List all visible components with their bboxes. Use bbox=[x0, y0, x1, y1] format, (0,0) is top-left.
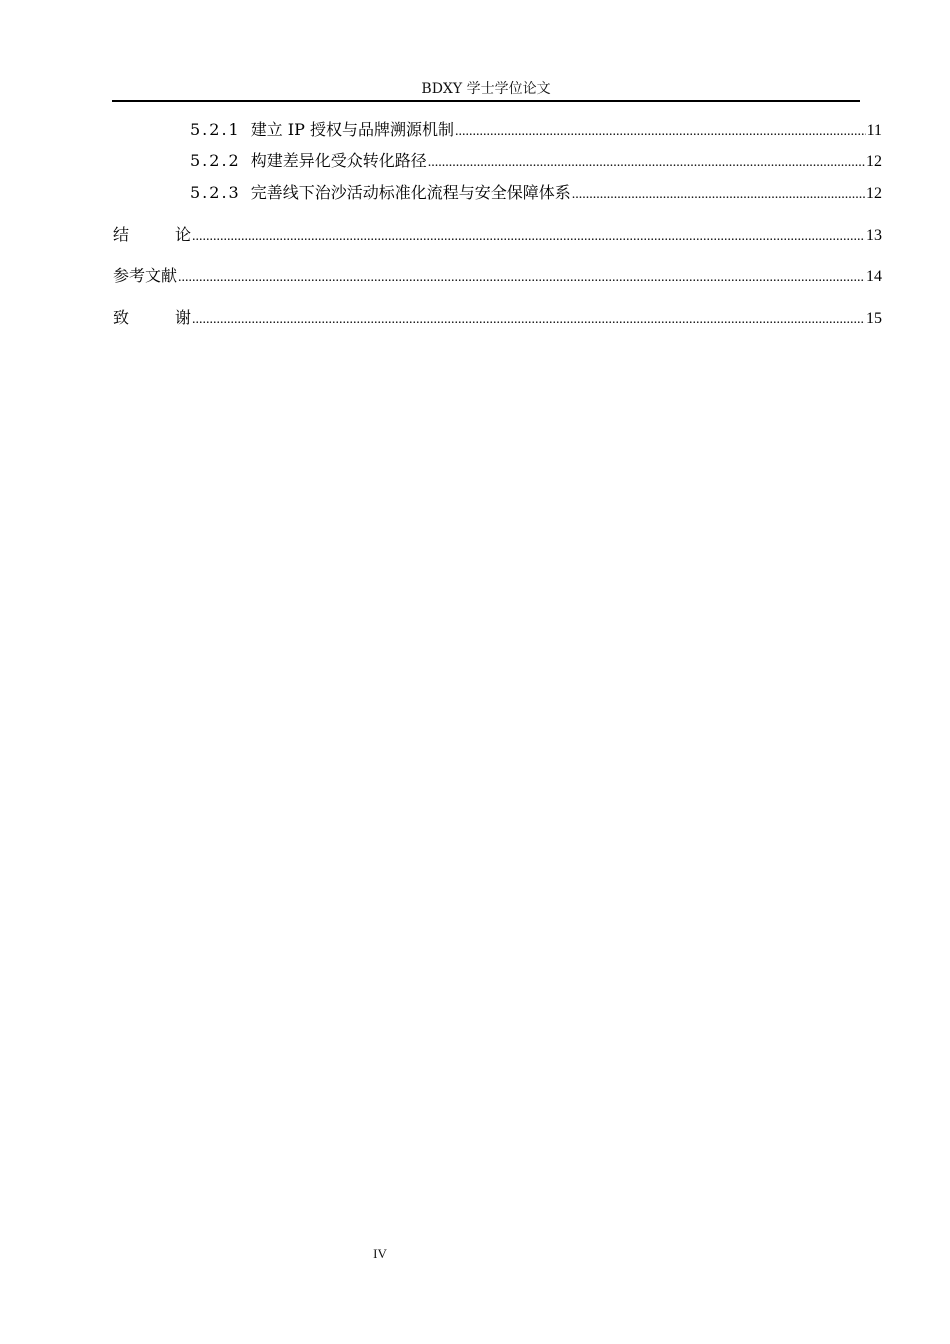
toc-entry-page: 12 bbox=[866, 153, 882, 170]
toc-entry-title: 参考文献 bbox=[113, 266, 178, 285]
toc-entry-number: 5.2.3 bbox=[190, 183, 241, 202]
toc-entry-5-2-1[interactable] bbox=[190, 119, 882, 141]
toc-entry-acknowledgements[interactable] bbox=[113, 307, 882, 329]
toc-entry-title: 构建差异化受众转化路径 bbox=[250, 151, 427, 170]
footer-page-number: IV bbox=[373, 1246, 387, 1261]
toc-title-char: 谢 bbox=[174, 308, 191, 327]
toc-entry-page: 11 bbox=[866, 122, 882, 139]
toc-entry-title: 完善线下治沙活动标准化流程与安全保障体系 bbox=[250, 183, 571, 202]
toc-entry-references[interactable] bbox=[113, 265, 882, 287]
toc-leader-dots bbox=[455, 121, 866, 143]
toc-entry-title bbox=[113, 224, 191, 246]
running-header: BDXY 学士学位论文 bbox=[421, 81, 551, 97]
toc-entry-page: 12 bbox=[866, 185, 882, 202]
toc-entry-number: 5.2.2 bbox=[190, 151, 241, 170]
toc-leader-dots bbox=[192, 309, 865, 331]
toc-entry-5-2-3[interactable] bbox=[190, 182, 882, 204]
header-rule bbox=[112, 100, 860, 102]
toc-leader-dots bbox=[428, 152, 865, 174]
toc-entry-page: 15 bbox=[866, 310, 882, 327]
toc-title-char: 结 bbox=[113, 225, 130, 244]
toc-entry-number: 5.2.1 bbox=[190, 120, 241, 139]
toc-title-char: 论 bbox=[174, 225, 191, 244]
toc-title-char: 致 bbox=[113, 308, 130, 327]
toc-entry-5-2-2[interactable] bbox=[190, 150, 882, 172]
toc-entry-title: 建立 IP 授权与品牌溯源机制 bbox=[250, 120, 454, 139]
toc-entry-page: 14 bbox=[866, 268, 882, 285]
toc-entry-page: 13 bbox=[866, 227, 882, 244]
toc-entry-title bbox=[113, 307, 191, 329]
toc-entry-conclusion[interactable] bbox=[113, 224, 882, 246]
toc-leader-dots bbox=[178, 267, 865, 289]
toc-leader-dots bbox=[192, 226, 865, 248]
toc-leader-dots bbox=[572, 184, 865, 206]
